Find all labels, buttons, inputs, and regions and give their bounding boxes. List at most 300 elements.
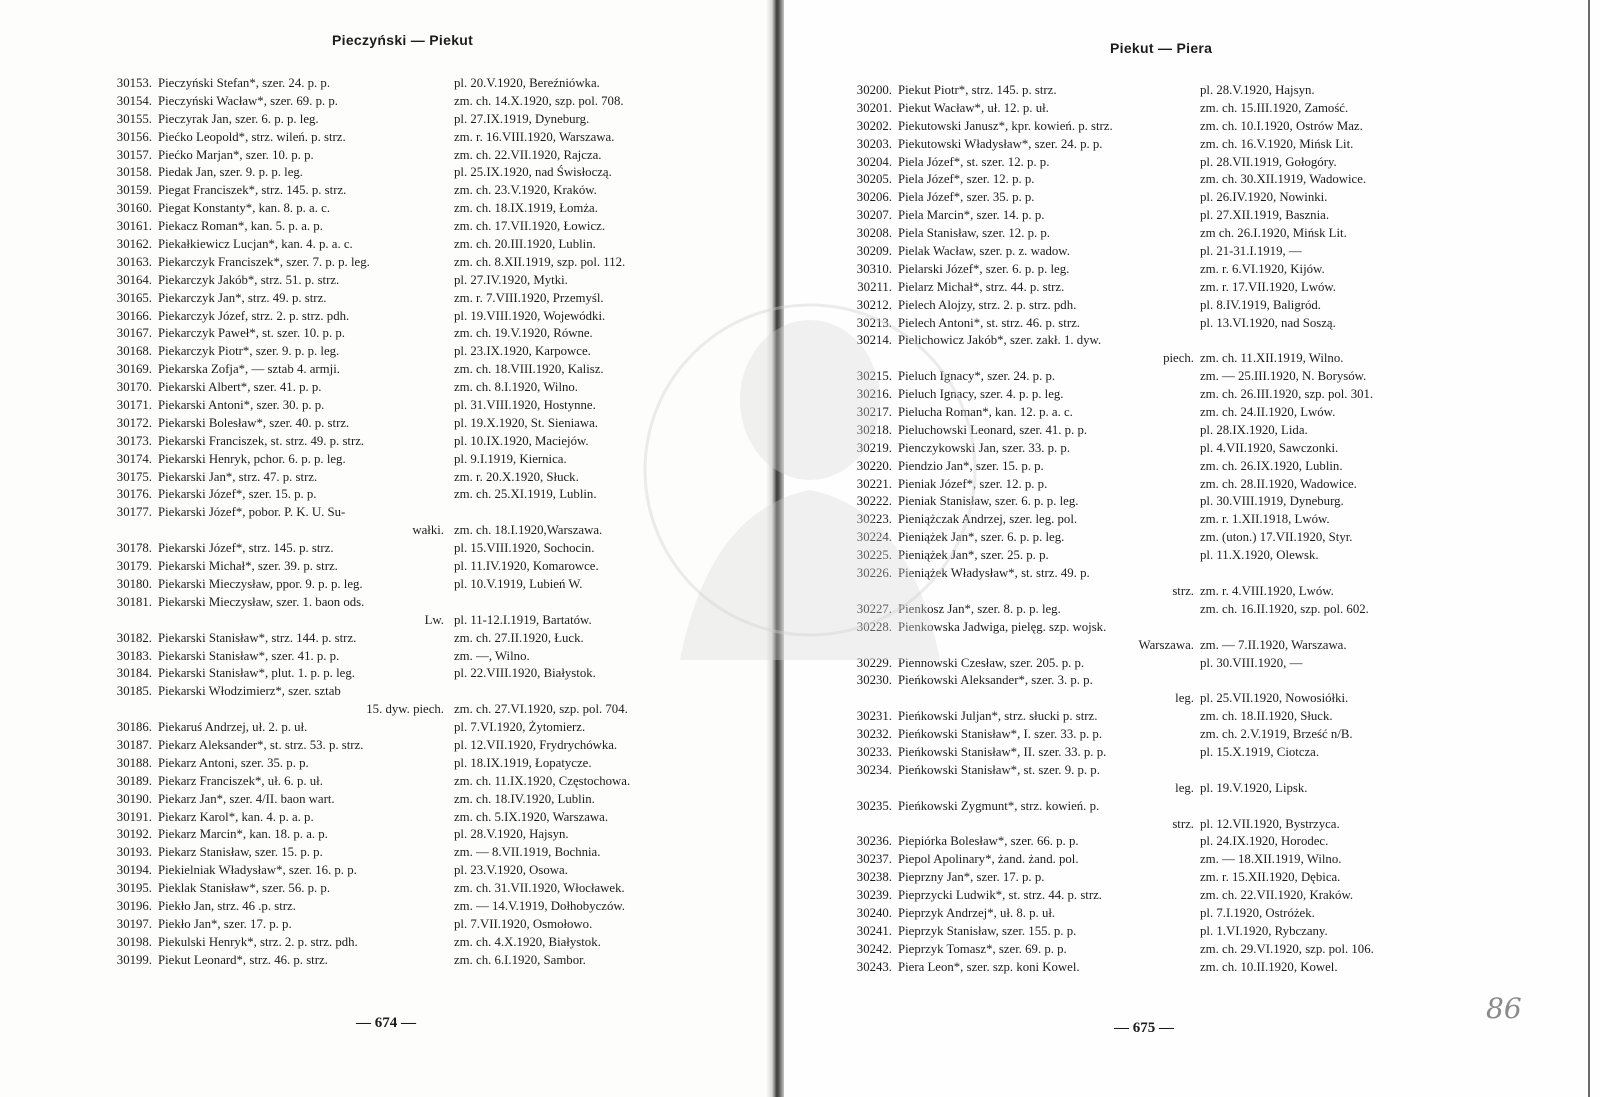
entry-fate: pl. 28.VII.1919, Gołogóry. (1200, 154, 1337, 169)
entry-fate: zm. — 7.II.1920, Warszawa. (1200, 637, 1347, 652)
scan-edge (1588, 0, 1590, 1097)
entry-row (104, 308, 606, 326)
entry-person: Piekarski Józef*, szer. 15. p. p. (158, 487, 317, 502)
entry-person: Piekarczyk Piotr*, szer. 9. p. p. leg. (158, 344, 340, 359)
entry-person: Piekarczyk Jakób*, strz. 51. p. strz. (158, 272, 340, 287)
entry-row (104, 290, 604, 308)
entry-person: Piekut Wacław*, uł. 12. p. uł. (898, 100, 1049, 115)
entry-number: 30223. (856, 512, 892, 527)
entry-number: 30200. (856, 83, 892, 97)
entry-person: Pieluch Ignacy, szer. 4. p. p. leg. (898, 387, 1064, 402)
entry-row (844, 386, 1374, 404)
entry-fate: pl. 24.IX.1920, Horodec. (1200, 834, 1329, 849)
entry-row (104, 504, 444, 522)
entry-person: Piekutowski Janusz*, kpr. kowień. p. strz. (898, 118, 1113, 133)
entry-number: 30219. (856, 440, 892, 455)
entry-row (104, 325, 593, 343)
entry-person: Piela Józef*, szer. 35. p. p. (898, 190, 1035, 205)
entry-person: Pieniążek Jan*, szer. 6. p. p. leg. (898, 530, 1065, 545)
entry-fate: pl. 10.V.1919, Lubień W. (454, 576, 583, 591)
entry-fate: pl. 21-31.I.1919, — (1200, 244, 1302, 259)
entry-number: 30239. (856, 888, 892, 903)
entry-number: 30206. (856, 190, 892, 205)
entry-row (844, 547, 1319, 565)
entry-fate: zm. ch. 18.IV.1920, Lublin. (454, 791, 595, 806)
entry-person: Piekarski Józef*, pobor. P. K. U. Su- (158, 505, 346, 520)
right-page (784, 0, 1600, 1097)
entry-row (104, 630, 584, 648)
entry-fate: zm. ch. 18.II.1920, Słuck. (1200, 709, 1333, 724)
entry-fate: pl. 26.IV.1920, Nowinki. (1200, 190, 1328, 205)
entry-row (844, 529, 1353, 547)
entry-row (104, 433, 589, 451)
entry-person: Pieniak Stanisław, szer. 6. p. p. leg. (898, 494, 1079, 509)
entry-fate: pl. 11-12.I.1919, Bartatów. (454, 612, 592, 627)
entry-row (104, 182, 597, 200)
entry-fate: zm. — 18.XII.1919, Wilno. (1200, 852, 1342, 867)
entry-fate: pl. 11.IV.1920, Komarowce. (454, 559, 599, 574)
entry-row (844, 332, 1194, 350)
entry-row (104, 719, 586, 737)
entry-number: 30187. (116, 737, 152, 752)
entry-continuation: piech. (1163, 351, 1194, 366)
entry-row (844, 350, 1344, 368)
entry-row (104, 272, 568, 290)
entry-row (844, 189, 1328, 207)
entry-number: 30193. (116, 845, 152, 860)
entry-row (844, 297, 1321, 315)
entry-row (844, 243, 1302, 261)
entry-row (104, 809, 609, 827)
entry-row (104, 469, 579, 487)
entry-fate: pl. 23.IX.1920, Karpowce. (454, 344, 591, 359)
entry-row (844, 154, 1337, 172)
entry-fate: zm. ch. 8.XII.1919, szp. pol. 112. (454, 254, 626, 269)
entry-row (844, 207, 1330, 225)
entry-number: 30228. (856, 619, 892, 634)
entry-person: Pieńkowski Stanisław*, II. szer. 33. p. p. (898, 744, 1107, 759)
entry-fate: pl. 19.VIII.1920, Wojewódki. (454, 308, 606, 323)
entry-row (844, 923, 1328, 941)
entry-number: 30241. (856, 923, 892, 938)
entry-fate: pl. 18.IX.1919, Łopatycze. (454, 755, 592, 770)
entry-person: Pielarski Józef*, szer. 6. p. p. leg. (898, 261, 1070, 276)
entry-number: 30184. (116, 666, 152, 681)
entry-fate: zm. ch. 19.V.1920, Równe. (454, 326, 593, 341)
entry-person: Piekarski Bolesław*, szer. 40. p. strz. (158, 415, 350, 430)
entry-row (844, 368, 1367, 386)
entry-row (104, 898, 625, 916)
entry-number: 30167. (116, 326, 152, 341)
entry-row (104, 93, 624, 111)
entry-person: Piekarczyk Franciszek*, szer. 7. p. p. leg. (158, 254, 370, 269)
entry-fate: zm. r. 4.VIII.1920, Lwów. (1200, 583, 1334, 598)
entry-number: 30171. (116, 398, 152, 413)
entry-row (844, 601, 1369, 619)
entry-number: 30211. (857, 279, 892, 294)
entry-number: 30155. (116, 111, 152, 126)
entry-number: 30225. (856, 548, 892, 563)
entry-fate: pl. 10.IX.1920, Maciejów. (454, 433, 589, 448)
entry-row (844, 869, 1341, 887)
entry-person: Piekło Jan, strz. 46 .p. strz. (158, 898, 296, 913)
entry-person: Piekut Leonard*, strz. 46. p. strz. (158, 952, 328, 967)
entry-number: 30237. (856, 852, 892, 867)
entry-number: 30191. (116, 809, 152, 824)
entry-row (844, 851, 1342, 869)
entry-number: 30173. (116, 433, 152, 448)
entry-person: Piekielniak Władysław*, szer. 16. p. p. (158, 863, 357, 878)
entry-number: 30216. (856, 387, 892, 402)
entry-number: 30243. (856, 959, 892, 974)
entry-row (844, 279, 1337, 297)
entry-person: Piekarski Stanisław*, szer. 41. p. p. (158, 648, 340, 663)
entry-number: 30231. (856, 709, 892, 724)
entry-number: 30179. (116, 559, 152, 574)
entry-person: Piela Stanisław, szer. 12. p. p. (898, 226, 1051, 241)
entry-row (104, 648, 530, 666)
entry-fate: zm. ch. 15.III.1920, Zamość. (1200, 100, 1349, 115)
entry-number: 30220. (856, 458, 892, 473)
entry-number: 30222. (856, 494, 892, 509)
entry-number: 30197. (116, 916, 152, 931)
entry-number: 30236. (856, 834, 892, 849)
entry-number: 30217. (856, 405, 892, 420)
entry-continuation: Lw. (424, 612, 444, 627)
entry-row (844, 458, 1343, 476)
entry-person: Pieczyński Stefan*, szer. 24. p. p. (158, 76, 331, 90)
left-page-header: Pieczyński — Piekut (332, 32, 474, 48)
entry-number: 30176. (116, 487, 152, 502)
entry-number: 30183. (116, 648, 152, 663)
entry-person: Piekło Jan*, szer. 17. p. p. (158, 916, 292, 931)
entry-row (104, 200, 598, 218)
entry-fate: zm. ch. 17.VII.1920, Łowicz. (454, 219, 606, 234)
entry-person: Piekarski Stanisław*, strz. 144. p. strz. (158, 630, 357, 645)
entry-person: Piekacz Roman*, kan. 5. p. a. p. (158, 219, 323, 234)
entry-row (104, 147, 602, 165)
entry-row (844, 118, 1363, 136)
entry-number: 30204. (856, 154, 892, 169)
entry-fate: zm. ch. 27.II.1920, Łuck. (454, 630, 584, 645)
entry-person: Piedak Jan, szer. 9. p. p. leg. (158, 165, 304, 180)
entry-number: 30180. (116, 576, 152, 591)
entry-number: 30205. (856, 172, 892, 187)
entry-fate: zm. ch. 14.X.1920, szp. pol. 708. (454, 93, 624, 108)
entry-number: 30175. (116, 469, 152, 484)
right-page-header: Piekut — Piera (1110, 40, 1213, 56)
entry-row (104, 612, 592, 630)
entry-row (844, 744, 1320, 762)
entry-row (844, 619, 1194, 637)
entry-row (844, 905, 1315, 923)
entry-fate: zm. ch. 25.XI.1919, Lublin. (454, 487, 597, 502)
entry-number: 30159. (116, 183, 152, 198)
entry-continuation: wałki. (412, 523, 444, 538)
entry-fate: pl. 1.VI.1920, Rybczany. (1200, 923, 1328, 938)
entry-person: Pielak Wacław, szer. p. z. wadow. (898, 244, 1070, 259)
entry-fate: zm. ch. 4.X.1920, Białystok. (454, 934, 601, 949)
entry-row (104, 397, 596, 415)
entry-fate: zm. ch. 16.II.1920, szp. pol. 602. (1200, 601, 1369, 616)
entry-number: 30196. (116, 898, 152, 913)
entry-fate: zm. ch. 24.II.1920, Lwów. (1200, 405, 1336, 420)
entry-fate: zm. ch. 23.V.1920, Kraków. (454, 183, 597, 198)
entry-number: 30208. (856, 226, 892, 241)
entry-fate: zm. ch. 10.II.1920, Kowel. (1200, 959, 1338, 974)
entry-fate: zm. r. 1.XII.1918, Lwów. (1200, 512, 1330, 527)
entry-row (844, 798, 1194, 816)
entry-number: 30181. (116, 594, 152, 609)
entry-number: 30169. (116, 362, 152, 377)
entry-fate: zm. r. 7.VIII.1920, Przemyśl. (454, 290, 604, 305)
entry-continuation: 15. dyw. piech. (366, 702, 444, 717)
entry-fate: pl. 31.VIII.1920, Hostynne. (454, 398, 596, 413)
left-page-number: — 674 — (356, 1015, 416, 1031)
entry-row (104, 791, 595, 809)
entry-row (104, 844, 601, 862)
entry-row (104, 665, 596, 683)
entry-number: 30207. (856, 208, 892, 223)
entry-fate: pl. 19.V.1920, Lipsk. (1200, 780, 1308, 795)
entry-person: Pieluch Ignacy*, szer. 24. p. p. (898, 369, 1056, 384)
entry-fate: zm. — 25.III.1920, N. Borysów. (1200, 369, 1367, 384)
entry-continuation: Warszawa. (1138, 637, 1194, 652)
entry-fate: zm. — 8.VII.1919, Bochnia. (454, 845, 601, 860)
entry-person: Pielarz Michał*, strz. 44. p. strz. (898, 279, 1065, 294)
entry-continuation: leg. (1175, 780, 1194, 795)
left-page (0, 0, 772, 1097)
entry-person: Pieczyrak Jan, szer. 6. p. p. leg. (158, 111, 319, 126)
entry-row (104, 594, 444, 612)
entry-fate: zm. r. 16.VIII.1920, Warszawa. (454, 129, 615, 144)
entry-row (844, 565, 1194, 583)
entry-person: Pieklak Stanisław*, szer. 56. p. p. (158, 881, 331, 896)
entry-row (844, 655, 1303, 673)
entry-row (104, 683, 444, 701)
entry-fate: zm. ch. 29.VI.1920, szp. pol. 106. (1200, 941, 1374, 956)
entry-fate: zm. ch. 28.II.1920, Wadowice. (1200, 476, 1357, 491)
entry-number: 30240. (856, 905, 892, 920)
entry-row (104, 343, 591, 361)
entry-row (104, 486, 597, 504)
entry-fate: pl. 15.X.1919, Ciotcza. (1200, 744, 1320, 759)
entry-fate: pl. 8.IV.1919, Baligród. (1200, 297, 1321, 312)
entry-row (844, 511, 1330, 529)
right-entry-list (844, 82, 1374, 977)
entry-number: 30233. (856, 744, 892, 759)
entry-row (844, 82, 1315, 100)
entry-person: Piećko Marjan*, szer. 10. p. p. (158, 147, 314, 162)
entry-number: 30165. (116, 290, 152, 305)
entry-row (844, 690, 1349, 708)
entry-person: Piekarski Włodzimierz*, szer. sztab (158, 684, 341, 699)
entry-row (844, 762, 1194, 780)
entry-number: 30162. (116, 237, 152, 252)
entry-fate: zm. r. 17.VII.1920, Lwów. (1200, 279, 1337, 294)
entry-person: Pieprzyk Andrzej*, uł. 8. p. uł. (898, 905, 1056, 920)
entry-row (844, 780, 1308, 798)
entry-person: Piekarz Jan*, szer. 4/II. baon wart. (158, 791, 335, 806)
entry-person: Pieprzny Jan*, szer. 17. p. p. (898, 870, 1045, 885)
entry-person: Piekarski Michał*, szer. 39. p. strz. (158, 559, 338, 574)
entry-row (104, 164, 612, 182)
entry-number: 30202. (856, 118, 892, 133)
entry-fate: pl. 7.VII.1920, Osmołowo. (454, 916, 593, 931)
entry-fate: zm. (uton.) 17.VII.1920, Styr. (1200, 530, 1353, 545)
entry-fate: zm. ch. 10.I.1920, Ostrów Maz. (1200, 118, 1363, 133)
entry-person: Piekarz Antoni, szer. 35. p. p. (158, 755, 309, 770)
entry-number: 30158. (116, 165, 152, 180)
entry-row (104, 952, 586, 970)
entry-fate: pl. 12.VII.1920, Bystrzyca. (1200, 816, 1340, 831)
entry-row (844, 136, 1354, 154)
entry-row (104, 576, 583, 594)
entry-person: Pieńkowski Aleksander*, szer. 3. p. p. (898, 673, 1093, 688)
entry-row (104, 558, 599, 576)
entry-number: 30160. (116, 201, 152, 216)
entry-fate: pl. 28.V.1920, Hajsyn. (1200, 83, 1315, 97)
entry-row (104, 540, 595, 558)
entry-number: 30163. (116, 254, 152, 269)
entry-number: 30234. (856, 762, 892, 777)
entry-fate: zm. ch. 26.IX.1920, Lublin. (1200, 458, 1343, 473)
entry-number: 30174. (116, 451, 152, 466)
entry-number: 30172. (116, 415, 152, 430)
entry-person: Piekaruś Andrzej, uł. 2. p. uł. (158, 720, 308, 735)
entry-row (104, 916, 593, 934)
entry-number: 30153. (116, 76, 152, 90)
entry-person: Pienkosz Jan*, szer. 8. p. p. leg. (898, 601, 1061, 616)
entry-fate: pl. 23.V.1920, Osowa. (454, 863, 568, 878)
entry-person: Pieńkowski Stanisław*, st. szer. 9. p. p. (898, 762, 1100, 777)
entry-row (844, 833, 1329, 851)
entry-number: 30182. (116, 630, 152, 645)
entry-person: Piela Marcin*, szer. 14. p. p. (898, 208, 1045, 223)
entry-person: Pieniak Józef*, szer. 12. p. p. (898, 476, 1048, 491)
entry-person: Piegat Franciszek*, strz. 145. p. strz. (158, 183, 347, 198)
entry-number: 30201. (856, 100, 892, 115)
entry-person: Pieniążek Władysław*, st. strz. 49. p. (898, 566, 1090, 581)
entry-fate: zm. ch. 18.IX.1919, Łomża. (454, 201, 598, 216)
entry-number: 30214. (856, 333, 892, 348)
entry-person: Pielech Alojzy, strz. 2. p. strz. pdh. (898, 297, 1077, 312)
entry-person: Piekarska Zofja*, — sztab 4. armji. (158, 362, 340, 377)
entry-row (104, 129, 615, 147)
entry-fate: zm. ch. 20.III.1920, Lublin. (454, 237, 596, 252)
entry-number: 30190. (116, 791, 152, 806)
entry-number: 30189. (116, 773, 152, 788)
entry-continuation: leg. (1175, 691, 1194, 706)
left-entry-list (104, 75, 631, 970)
entry-row (844, 726, 1353, 744)
entry-fate: pl. 11.X.1920, Olewsk. (1200, 548, 1319, 563)
entry-person: Pieńkowski Zygmunt*, strz. kowień. p. (898, 798, 1100, 813)
entry-fate: zm. —, Wilno. (454, 648, 530, 663)
entry-person: Pienczykowski Jan, szer. 33. p. p. (898, 440, 1071, 455)
entry-number: 30198. (116, 934, 152, 949)
entry-row (104, 701, 628, 719)
entry-number: 30209. (856, 244, 892, 259)
entry-number: 30310. (856, 261, 892, 276)
entry-fate: pl. 19.X.1920, St. Sieniawa. (454, 415, 598, 430)
entry-fate: zm. ch. 11.XII.1919, Wilno. (1200, 351, 1344, 366)
entry-row (844, 422, 1308, 440)
entry-row (104, 379, 579, 397)
entry-person: Piekarski Stanisław*, plut. 1. p. p. leg. (158, 666, 355, 681)
entry-row (104, 111, 590, 129)
entry-row (104, 451, 567, 469)
entry-number: 30154. (116, 93, 152, 108)
entry-fate: pl. 7.I.1920, Ostróżek. (1200, 905, 1315, 920)
entry-person: Pieprzyk Stanisław, szer. 155. p. p. (898, 923, 1077, 938)
entry-fate: pl. 22.VIII.1920, Białystok. (454, 666, 596, 681)
entry-fate: zm. ch. 5.IX.1920, Warszawa. (454, 809, 609, 824)
entry-person: Piekarski Jan*, strz. 47. p. strz. (158, 469, 318, 484)
entry-number: 30215. (856, 369, 892, 384)
entry-number: 30230. (856, 673, 892, 688)
entry-row (104, 773, 631, 791)
entry-row (844, 583, 1334, 601)
entry-fate: zm. ch. 31.VII.1920, Włocławek. (454, 881, 625, 896)
entry-person: Pieniążek Jan*, szer. 25. p. p. (898, 548, 1049, 563)
entry-person: Piela Józef*, szer. 12. p. p. (898, 172, 1035, 187)
entry-continuation: strz. (1172, 816, 1194, 831)
entry-row (104, 361, 604, 379)
entry-number: 30164. (116, 272, 152, 287)
entry-fate: pl. 30.VIII.1920, — (1200, 655, 1303, 670)
entry-person: Piendzio Jan*, szer. 15. p. p. (898, 458, 1044, 473)
entry-person: Pielichowicz Jakób*, szer. zakł. 1. dyw. (898, 333, 1102, 348)
entry-fate: zm. ch. 11.IX.1920, Częstochowa. (454, 773, 631, 788)
entry-number: 30227. (856, 601, 892, 616)
entry-number: 30226. (856, 566, 892, 581)
entry-fate: zm. ch. 30.XII.1919, Wadowice. (1200, 172, 1367, 187)
entry-person: Piekulski Henryk*, strz. 2. p. strz. pdh. (158, 934, 358, 949)
entry-row (844, 440, 1339, 458)
entry-row (844, 261, 1325, 279)
entry-fate: zm. ch. 18.I.1920,Warszawa. (454, 523, 603, 538)
entry-number: 30168. (116, 344, 152, 359)
entry-fate: pl. 12.VII.1920, Frydrychówka. (454, 737, 618, 752)
entry-row (104, 755, 592, 773)
entry-number: 30177. (116, 505, 152, 520)
entry-number: 30185. (116, 684, 152, 699)
entry-row (104, 826, 569, 844)
entry-person: Pieniążczak Andrzej, szer. leg. pol. (898, 512, 1078, 527)
entry-row (844, 941, 1374, 959)
entry-number: 30195. (116, 881, 152, 896)
entry-person: Piekarczyk Jan*, strz. 49. p. strz. (158, 290, 327, 305)
entry-person: Pieńkowski Juljan*, strz. słucki p. strz. (898, 709, 1098, 724)
entry-fate: pl. 7.VI.1920, Żytomierz. (454, 720, 586, 735)
entry-fate: pl. 27.IV.1920, Mytki. (454, 272, 568, 287)
entry-row (104, 75, 600, 93)
handwritten-note: 86 (1486, 992, 1522, 1025)
entry-number: 30232. (856, 727, 892, 742)
entry-person: Piegat Konstanty*, kan. 8. p. a. c. (158, 201, 331, 216)
entry-number: 30186. (116, 720, 152, 735)
entry-fate: pl. 15.VIII.1920, Sochocin. (454, 541, 595, 556)
entry-person: Piekarski Antoni*, szer. 30. p. p. (158, 398, 325, 413)
entry-person: Piennowski Czesław, szer. 205. p. p. (898, 655, 1085, 670)
entry-number: 30224. (856, 530, 892, 545)
entry-fate: pl. 25.VII.1920, Nowosiółki. (1200, 691, 1349, 706)
entry-person: Pieprzyk Tomasz*, szer. 69. p. p. (898, 941, 1067, 956)
entry-fate: zm. ch. 18.VIII.1920, Kalisz. (454, 362, 604, 377)
entry-number: 30199. (116, 952, 152, 967)
entry-person: Piepiórka Bolesław*, szer. 66. p. p. (898, 834, 1079, 849)
